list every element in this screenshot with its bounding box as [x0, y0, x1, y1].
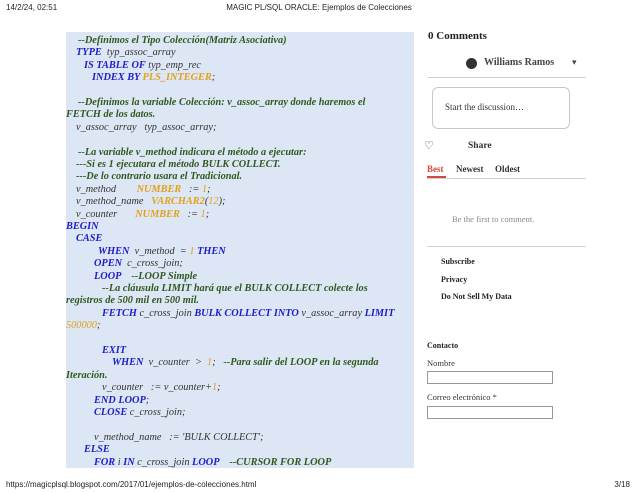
code-line [66, 232, 414, 245]
code-token: --La variable v_method indicara el método a ejecutar: [78, 146, 307, 158]
code-line [66, 431, 414, 444]
code-token: WHEN [112, 357, 147, 369]
code-token: v_counter := v_counter+ [102, 382, 212, 394]
code-token: INDEX BY [92, 72, 143, 84]
code-token: IN [123, 456, 138, 468]
do-not-sell-link[interactable]: Do Not Sell My Data [441, 292, 512, 301]
code-line [66, 294, 414, 307]
code-line [66, 443, 414, 456]
code-token: ---De lo contrario usara el Tradicional. [76, 171, 243, 183]
code-token: 1 [211, 382, 218, 394]
code-token: FETCH [102, 307, 140, 319]
print-url: https://magicplsql.blogspot.com/2017/01/ejemplos-de-colecciones.html [6, 480, 257, 489]
code-token: := [181, 183, 202, 195]
code-token: typ_emp_rec [148, 59, 201, 71]
code-token: c_cross_join [137, 456, 193, 468]
tab-oldest[interactable]: Oldest [495, 164, 521, 174]
code-token: BULK COLLECT INTO [194, 307, 302, 319]
code-token: 1 [200, 208, 206, 220]
heart-icon[interactable]: ♡ [424, 140, 434, 152]
subscribe-link[interactable]: Subscribe [441, 257, 475, 266]
name-label: Nombre [427, 358, 455, 368]
share-button[interactable]: Share [468, 141, 492, 151]
code-token: ); [218, 196, 226, 208]
code-token: v_counter > [146, 357, 208, 369]
code-token: ; [145, 394, 150, 406]
code-token: THEN [197, 245, 226, 257]
code-token: OPEN [94, 258, 125, 270]
comments-sidebar [416, 22, 586, 472]
code-token: EXIT [102, 345, 127, 356]
code-token: ( [204, 196, 209, 208]
code-line [66, 170, 414, 183]
code-line [66, 183, 414, 196]
code-token: NUMBER [135, 208, 180, 220]
code-line [66, 257, 414, 270]
avatar [466, 58, 477, 69]
tab-newest[interactable]: Newest [456, 164, 484, 174]
code-token: 500000 [66, 320, 97, 332]
discussion-input[interactable] [432, 87, 570, 129]
code-token: v_assoc_array [301, 307, 365, 319]
code-line [66, 34, 414, 47]
code-token: --LOOP Simple [123, 270, 198, 282]
code-token: i [117, 456, 124, 468]
code-line [66, 108, 414, 121]
code-line [66, 319, 414, 332]
empty-comments-message: Be the first to comment. [452, 214, 535, 224]
privacy-link[interactable]: Privacy [441, 275, 468, 284]
code-token: --CURSOR FOR LOOP [221, 456, 332, 468]
code-token: typ_assoc_array [104, 47, 176, 59]
code-token: LIMIT [364, 307, 395, 319]
tab-best[interactable]: Best [427, 164, 444, 174]
code-token: v_method_name [76, 196, 152, 208]
code-token: NUMBER [136, 183, 182, 195]
code-token: Iteración. [66, 369, 108, 381]
code-line [66, 96, 414, 109]
code-line [66, 270, 414, 283]
code-line [66, 220, 414, 233]
email-field[interactable] [427, 406, 553, 419]
code-token: ; [207, 183, 211, 195]
code-token: ---Si es 1 ejecutara el método BULK COLLECT. [76, 159, 281, 170]
print-date: 14/2/24, 02:51 [6, 3, 58, 12]
email-label: Correo electrónico * [427, 392, 497, 402]
code-line [66, 59, 414, 72]
code-token: BEGIN [66, 221, 99, 232]
code-token: c_cross_join; [129, 407, 186, 418]
code-token: v_method_name := 'BULK COLLECT'; [94, 431, 264, 443]
code-line [66, 381, 414, 394]
code-token: c_cross_join; [124, 258, 183, 270]
code-token: v_counter [76, 208, 136, 220]
code-token: WHEN [98, 245, 133, 257]
code-token: v_assoc_array typ_assoc_array; [76, 121, 217, 133]
code-line [66, 307, 414, 320]
contact-heading: Contacto [427, 341, 459, 350]
code-line [66, 369, 414, 382]
code-token: LOOP [94, 270, 124, 282]
code-token: LOOP [192, 456, 222, 468]
user-menu[interactable] [466, 56, 586, 72]
user-name: Williams Ramos [484, 57, 555, 68]
code-token: 1 [189, 245, 195, 257]
code-token: VARCHAR2 [151, 196, 205, 208]
code-token: TYPE [76, 47, 105, 59]
code-token: --Para salir del LOOP en la segunda [223, 357, 379, 369]
code-line [66, 344, 414, 357]
code-token: PLS_INTEGER [142, 72, 212, 84]
code-line [66, 121, 414, 134]
page-number: 3/18 [614, 480, 630, 489]
code-line [66, 456, 414, 468]
code-line [66, 146, 414, 159]
code-line [66, 356, 414, 369]
code-line [66, 195, 414, 208]
code-token: ; [212, 357, 224, 369]
code-token: v_method = [132, 245, 190, 257]
discussion-placeholder: Start the discussion… [445, 102, 524, 112]
code-line [66, 208, 414, 221]
code-token: --Definimos la variable Colección: v_assoc_array donde haremos el [78, 97, 366, 108]
code-token: --La cláusula LIMIT hará que el BULK COLLECT colecte los [102, 283, 368, 294]
chevron-down-icon: ▾ [572, 57, 577, 67]
code-token: CASE [76, 233, 103, 245]
code-line [66, 46, 414, 59]
code-token: c_cross_join [139, 307, 195, 319]
code-line [66, 282, 414, 295]
code-token: registros de 500 mil en 500 mil. [66, 295, 200, 307]
code-token: := [179, 208, 201, 220]
code-token: IS TABLE OF [84, 59, 149, 71]
code-token: --Definimos el Tipo Colección(Matriz Asociativa) [78, 35, 287, 46]
code-token: END LOOP [94, 394, 146, 406]
divider [428, 77, 586, 78]
comments-count: 0 Comments [428, 30, 487, 42]
code-token: ; [205, 208, 210, 220]
divider [427, 178, 586, 179]
print-header [0, 0, 638, 14]
print-title: MAGIC PL/SQL ORACLE: Ejemplos de Colecciones [226, 3, 412, 12]
code-token: ELSE [84, 444, 110, 456]
code-line [66, 394, 414, 407]
code-token: 1 [207, 357, 213, 369]
code-token: v_method [76, 183, 137, 195]
code-line [66, 245, 414, 258]
code-token: 1 [201, 183, 208, 195]
code-line [66, 158, 414, 171]
code-line [66, 406, 414, 419]
code-token: ; [217, 382, 221, 394]
code-token: CLOSE [94, 407, 130, 418]
code-block [66, 32, 414, 468]
name-field[interactable] [427, 371, 553, 384]
code-token: ; [211, 72, 216, 84]
divider [427, 246, 586, 247]
code-token: ; [96, 320, 101, 332]
code-token: 12 [208, 196, 219, 208]
print-footer [0, 478, 638, 492]
code-token: FETCH de los datos. [66, 109, 156, 121]
code-token: FOR [94, 456, 118, 468]
code-line [66, 71, 414, 84]
